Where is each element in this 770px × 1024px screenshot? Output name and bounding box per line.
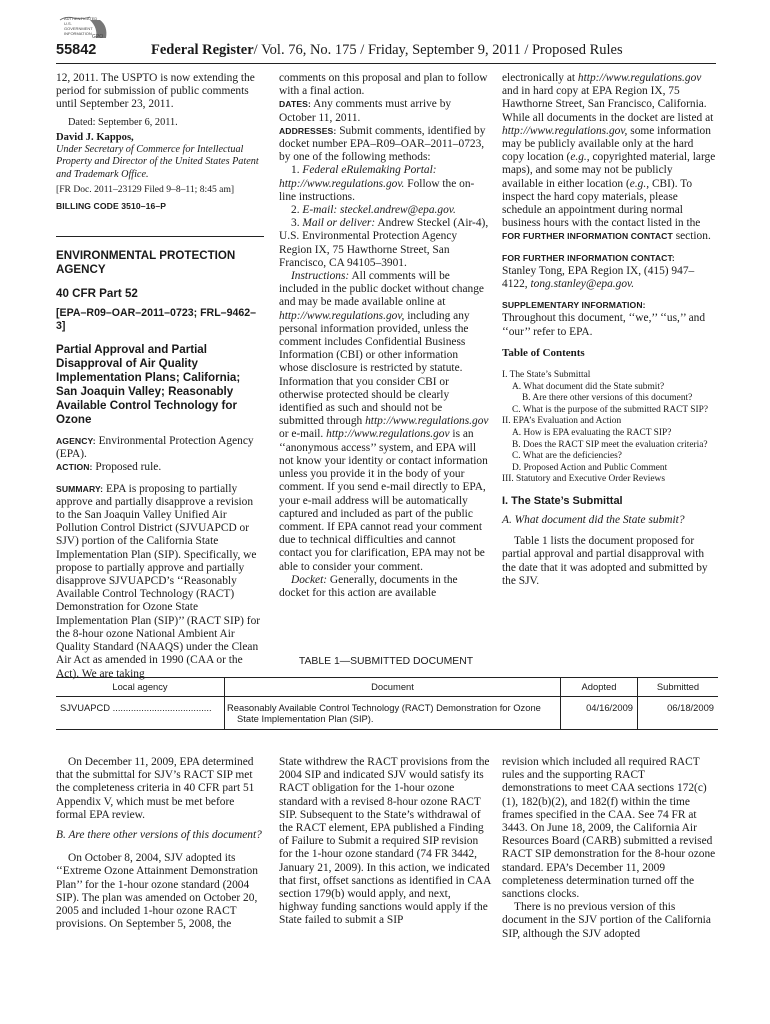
table-caption: TABLE 1—SUBMITTED DOCUMENT xyxy=(298,656,474,667)
col-header-adopted: Adopted xyxy=(561,678,638,697)
bottom-column-2 xyxy=(279,756,491,928)
submitted-document-table xyxy=(56,677,718,730)
method-3-number: 3. xyxy=(291,217,300,230)
location-text-a: electronically at xyxy=(502,72,576,84)
header-title xyxy=(151,42,623,59)
toc-item xyxy=(502,393,716,405)
col-header-submitted: Submitted xyxy=(638,678,719,697)
agency-heading: ENVIRONMENTAL PROTECTION AGENCY xyxy=(56,248,236,276)
cell-document: Reasonably Available Control Technology (RACT) Demonstration for Ozone State Implementation Plan (SIP). xyxy=(225,697,561,730)
toc-item: I. The State’s Submittal xyxy=(502,370,591,381)
publication-name: Federal Register xyxy=(151,42,254,58)
eg-1: e.g., xyxy=(570,151,590,164)
instructions-text-d: is an ‘‘anonymous access’’ system, and EPA will not know your identity or contact information unless you provide it in the body of your comment. If you send e-mail directly to EPA, your e-mail address will be automatically captured and included as part of the public comment. If EPA cannot read your comment due to technical difficulties and cannot contact you for clarification, EPA may not be able to consider your comment. xyxy=(279,428,488,573)
col-header-document: Document xyxy=(225,678,561,697)
billing-code: BILLING CODE 3510–16–P xyxy=(56,201,167,212)
summary-label: SUMMARY: xyxy=(56,483,104,494)
page-number: 55842 xyxy=(56,42,97,58)
docket-paragraph xyxy=(279,574,489,600)
toc-item: A. What document did the State submit? xyxy=(512,381,665,392)
email-link[interactable]: E-mail: steckel.andrew@epa.gov. xyxy=(302,204,456,217)
toc-item: II. EPA’s Evaluation and Action xyxy=(502,416,622,427)
toc-item: III. Statutory and Executive Order Reviews xyxy=(502,474,665,485)
cell-agency xyxy=(56,697,225,730)
method-1 xyxy=(279,164,489,204)
completeness-paragraph: On December 11, 2009, EPA determined that the submittal for SJV’s RACT SIP met the completeness criteria in 40 CFR part 51 Appendix V, which must be met before formal EPA review. xyxy=(56,756,255,821)
toc-item-text: C. What is the purpose of the submitted RACT SIP? xyxy=(512,404,708,415)
regulations-link-4[interactable]: http://www.regulations.gov xyxy=(326,428,450,441)
ffic-text: Stanley Tong, EPA Region IX, (415) 947–4122, xyxy=(502,264,695,291)
location-text-f: section. xyxy=(675,230,711,243)
docket-label: Docket: xyxy=(291,573,328,586)
location-text-b: and in hard copy at EPA Region IX, 75 Hawthorne Street, San Francisco, California. While all documents in the docket are listed at xyxy=(502,85,714,124)
summary-text: EPA is proposing to partially approve and partially disapprove a revision to the San Joaquin Valley Unified Air Pollution Control District (SJVUAPCD or SJV) portion of the California State Implementation Plan (SIP). Specifically, we propose to partially approve and partially disapprove SJVUAPCD’s ‘‘Reasonably Available Control Technology (RACT) Demonstration for Ozone State Implementation Plan (SIP)’’ (RACT SIP) for the 8-hour ozone National Ambient Air Quality Standard (NAAQS) under the Clean Air Act as amended in 1990 (CAA or the Act). We are taking xyxy=(56,482,261,680)
col-header-agency: Local agency xyxy=(56,678,225,697)
section-a-text: Table 1 lists the document proposed for partial approval and partial disapproval with the date that it was adopted and submitted by the SJV. xyxy=(502,535,708,587)
agency-name: SJVUAPCD xyxy=(60,702,111,713)
method-1-number: 1. xyxy=(291,164,300,177)
cell-submitted: 06/18/2009 xyxy=(638,697,719,730)
agency-text: Environmental Protection Agency (EPA). xyxy=(56,435,254,461)
method-1-label: Federal eRulemaking Portal: xyxy=(302,164,437,177)
docket-heading: [EPA–R09–OAR–2011–0723; FRL–9462–3] xyxy=(56,306,257,332)
dates-text: Any comments must arrive by October 11, 2011. xyxy=(279,98,452,124)
revision-paragraph: revision which included all required RACT rules and the supporting RACT demonstrations to meet CAA sections 172(c)(1), 182(b)(2), and 182(f) within the time frames specified in the CAA. See 74 FR at 3443. On June 18, 2009, the California Air Resources Board (CARB) submitted a revised RACT SIP demonstration for the 8-hour ozone standard. EPA’s December 11, 2009 completeness determination turned off the sanctions clocks. xyxy=(502,756,716,901)
eg-2: e.g., xyxy=(629,177,650,190)
location-text-d: copyrighted material, large maps), and some may not be publicly available in either location ( xyxy=(502,151,716,190)
gpo-authentication-seal xyxy=(56,14,116,40)
previous-version-paragraph: There is no previous version of this document in the SJV portion of the California SIP, although the SJV adopted xyxy=(502,901,711,940)
regulations-link-6[interactable]: http://www.regulations.gov, xyxy=(502,124,628,137)
regulations-link-3[interactable]: http://www.regulations.gov xyxy=(365,415,489,428)
regulations-link[interactable]: http://www.regulations.gov. xyxy=(279,177,405,190)
method-3-label: Mail or deliver: xyxy=(302,217,376,230)
method-2-number: 2. xyxy=(291,204,300,217)
agency-label: AGENCY: xyxy=(56,436,96,447)
method-2 xyxy=(279,204,489,217)
instructions-paragraph xyxy=(279,270,489,574)
agency-line xyxy=(56,435,264,461)
column-1 xyxy=(56,72,264,681)
signer-title: Under Secretary of Commerce for Intellectual Property and Director of the United States Patent and Trademark Office. xyxy=(56,144,259,180)
location-text-c: some information may be publicly available only at the hard copy location ( xyxy=(502,124,711,164)
dates-label: DATES: xyxy=(279,99,311,110)
docket-location-paragraph xyxy=(502,72,716,244)
action-line xyxy=(56,461,264,474)
instructions-label: Instructions: xyxy=(291,270,350,283)
addresses-text: Submit comments, identified by docket number EPA–R09–OAR–2011–0723, by one of the following methods: xyxy=(279,124,486,164)
toc-item-text: B. Does the RACT SIP meet the evaluation criteria? xyxy=(512,439,708,450)
cfr-part: 40 CFR Part 52 xyxy=(56,286,138,300)
table-row xyxy=(56,697,718,730)
docket-text: Generally, documents in the docket for this action are available xyxy=(279,573,458,599)
toc-item-text: B. Are there other versions of this document? xyxy=(522,393,693,404)
seal-text: AUTHENTICATED U.S. GOVERNMENT INFORMATION xyxy=(64,16,98,36)
supplementary-text: Throughout this document, ‘‘we,’’ ‘‘us,’’ and ‘‘our’’ refer to EPA. xyxy=(502,312,706,338)
section-1-heading: I. The State’s Submittal xyxy=(502,495,623,507)
toc-item: D. Proposed Action and Public Comment xyxy=(512,462,668,473)
comments-paragraph: comments on this proposal and plan to follow with a final action. xyxy=(279,72,488,98)
ffic-paragraph xyxy=(502,265,716,291)
instructions-text-b: including any personal information provided, unless the comment includes Confidential Business Information (CBI) or other information whose disclosure is restricted by statute. Information that you consider CBI or otherwise protected should be clearly identified as such and should not be submitted through xyxy=(279,309,470,428)
toc-item xyxy=(502,405,716,417)
action-text: Proposed rule. xyxy=(95,461,162,474)
dated-line: Dated: September 6, 2011. xyxy=(68,116,178,128)
method-3 xyxy=(279,217,489,270)
table-header-row xyxy=(56,678,718,697)
addresses-paragraph xyxy=(279,125,489,165)
contact-email-link[interactable]: tong.stanley@epa.gov. xyxy=(530,278,635,291)
toc-item xyxy=(502,440,716,452)
instructions-text-c: or e-mail. xyxy=(279,428,324,441)
history-paragraph: On October 8, 2004, SJV adopted its ‘‘Extreme Ozone Attainment Demonstration Plan’’ for the 1-hour ozone standard (2004 SIP). The plan was amended on October 20, 2005 and included 1-hour ozone RACT provisions. On September 5, 2008, the xyxy=(56,852,258,931)
bottom-column-1 xyxy=(56,756,266,931)
issue-info: / Vol. 76, No. 175 / Friday, September 9, 2011 / Proposed Rules xyxy=(253,42,623,58)
method-3-text: Andrew Steckel (Air-4), U.S. Environmental Protection Agency Region IX, 75 Hawthorne Street, San Francisco, CA 94105–3901. xyxy=(279,217,489,269)
section-a-heading: A. What document did the State submit? xyxy=(502,514,685,526)
fr-doc-line: [FR Doc. 2011–23129 Filed 9–8–11; 8:45 am] xyxy=(56,184,235,196)
regulations-link-2[interactable]: http://www.regulations.gov, xyxy=(279,309,405,322)
table-of-contents xyxy=(502,370,716,486)
action-label: ACTION: xyxy=(56,462,93,473)
separator-rule xyxy=(56,236,264,237)
section-b-heading: B. Are there other versions of this document? xyxy=(56,829,262,842)
withdrawal-paragraph: State withdrew the RACT provisions from the 2004 SIP and indicated SJV would satisfy its RACT obligation for the 1-hour ozone standard with a revised 8-hour ozone RACT SIP. Subsequent to the State’s withdrawal of the RACT element, EPA published a Finding of Failure to Submit a required SIP revision for the 1-hour ozone standard (74 FR 3442, January 21, 2009). In this action, we indicated that first, offset sanctions as identified in CAA section 179(b) would apply, and next, highway funding sanctions would apply if the State failed to submit a SIP xyxy=(279,756,491,927)
seal-gpo: GPO xyxy=(92,34,104,40)
extension-paragraph: 12, 2011. The USPTO is now extending the period for submission of public comments until September 23, 2011. xyxy=(56,72,255,111)
column-2 xyxy=(279,72,489,600)
bottom-column-3 xyxy=(502,756,716,941)
dot-leader: ...................................... xyxy=(110,702,212,713)
ffic-reference: FOR FURTHER INFORMATION CONTACT xyxy=(502,231,673,242)
toc-item: A. How is EPA evaluating the RACT SIP? xyxy=(512,428,672,439)
header-rule xyxy=(56,63,716,64)
addresses-label: ADDRESSES: xyxy=(279,125,337,136)
supplementary-label: SUPPLEMENTARY INFORMATION: xyxy=(502,300,646,311)
toc-item: C. What are the deficiencies? xyxy=(512,451,622,462)
dates-paragraph xyxy=(279,98,489,124)
ffic-label: FOR FURTHER INFORMATION CONTACT: xyxy=(502,252,675,263)
toc-heading: Table of Contents xyxy=(502,346,585,359)
instructions-text-a: All comments will be included in the public docket without change and may be made available online at xyxy=(279,270,484,309)
cell-adopted: 04/16/2009 xyxy=(561,697,638,730)
summary-paragraph xyxy=(56,483,264,681)
regulations-link-5[interactable]: http://www.regulations.gov xyxy=(577,72,702,84)
rule-title: Partial Approval and Partial Disapproval of Air Quality Implementation Plans; California; San Joaquin Valley; Reasonably Available Control Technology for Ozone xyxy=(56,343,241,427)
method-1-text: Follow the on-line instructions. xyxy=(279,177,475,203)
signer-name: David J. Kappos, xyxy=(56,131,134,143)
column-3 xyxy=(502,72,716,588)
location-text-e: CBI). To inspect the hard copy materials, please schedule an appointment during normal business hours with the contact listed in the xyxy=(502,177,701,230)
